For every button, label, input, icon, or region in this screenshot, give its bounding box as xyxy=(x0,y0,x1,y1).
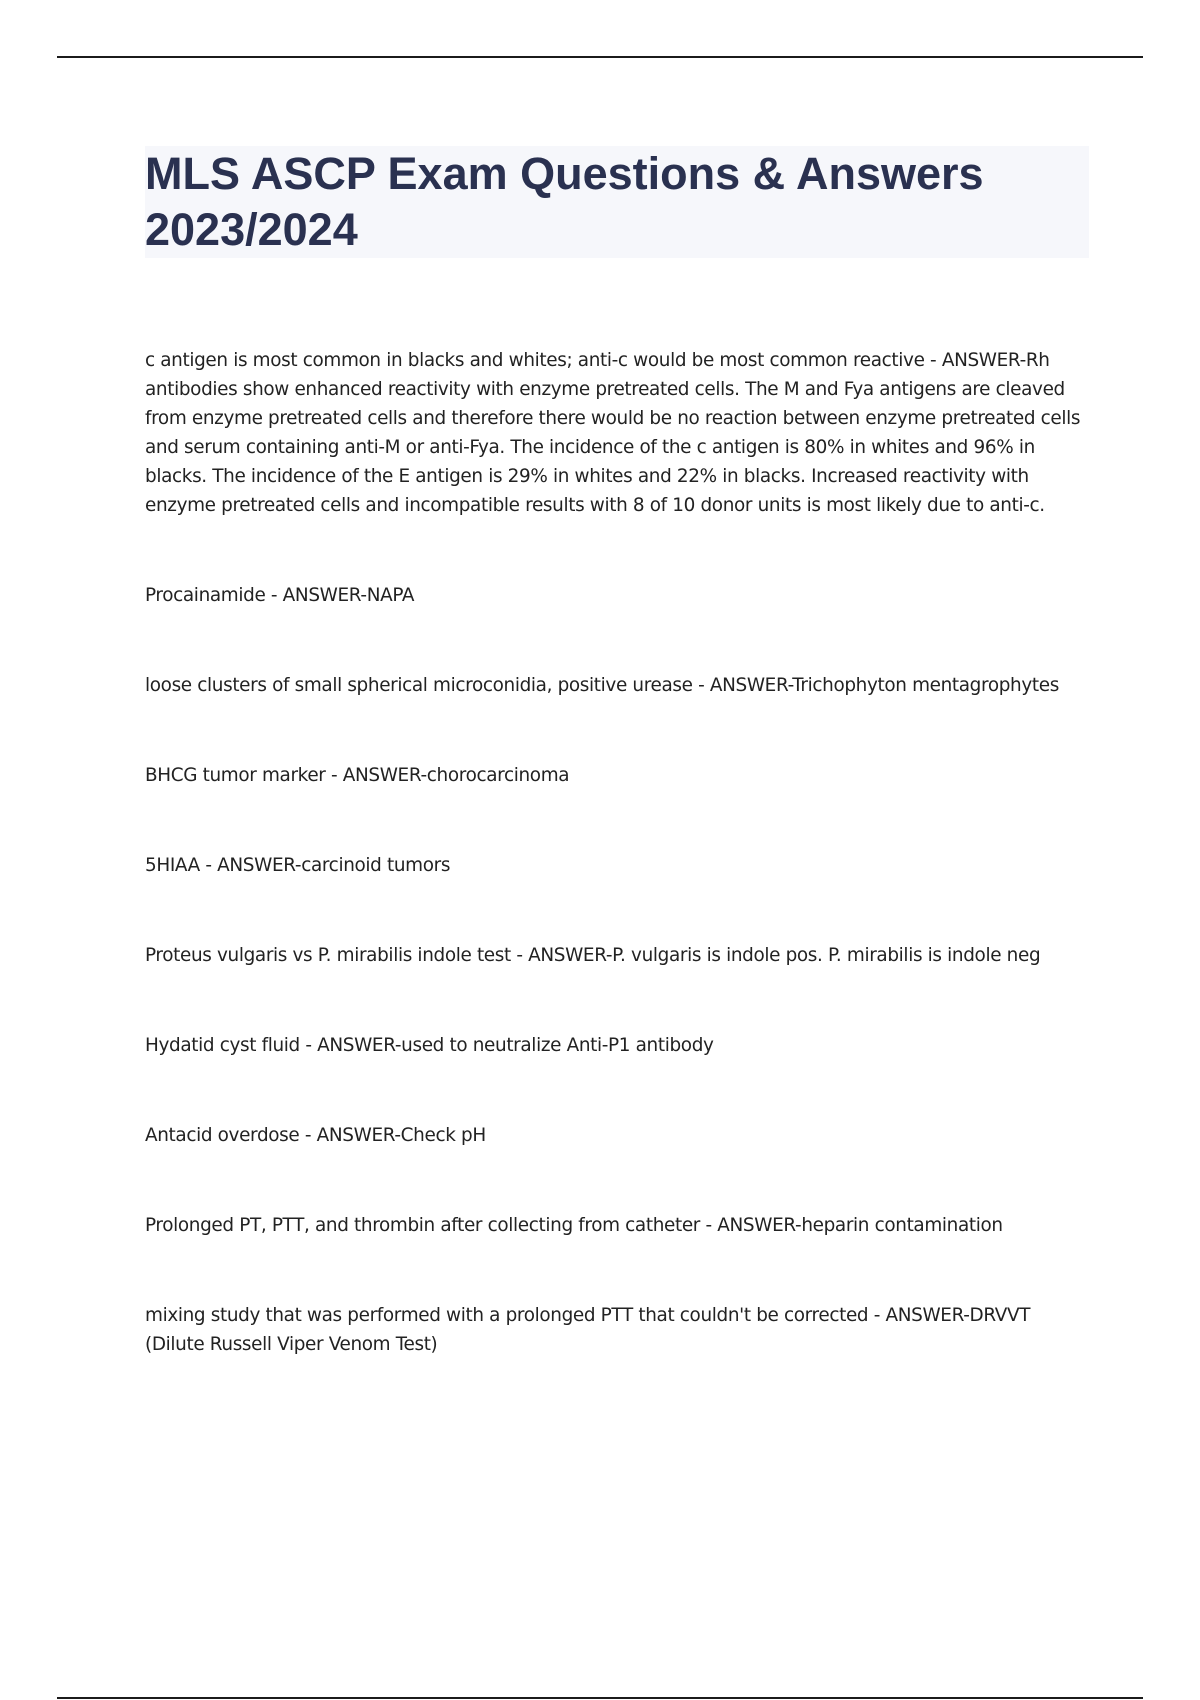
qa-entry-mixing-study: mixing study that was performed with a prolonged PTT that couldn't be corrected - ANSWER-DRVVT (Dilute Russell Viper Venom Test) xyxy=(145,1305,1031,1355)
bottom-rule xyxy=(57,1697,1143,1699)
qa-list xyxy=(145,346,1090,1359)
qa-entry-hydatid: Hydatid cyst fluid - ANSWER-used to neutralize Anti-P1 antibody xyxy=(145,1035,714,1056)
qa-entry-bhcg: BHCG tumor marker - ANSWER-chorocarcinoma xyxy=(145,765,570,786)
top-rule xyxy=(57,56,1143,58)
qa-entry-rh-antigen: c antigen is most common in blacks and whites; anti-c would be most common reactive - ANSWER-Rh antibodies show enhanced reactivity with enzyme pretreated cells. The M and Fya antigens are cleaved from enzyme pretreated cells and therefore there would be no reaction between enzyme pretreated cells and serum containing anti-M or anti-Fya. The incidence of the c antigen is 80% in whites and 96% in blacks. The incidence of the E antigen is 29% in whites and 22% in blacks. Increased reactivity with enzyme pretreated cells and incompatible results with 8 of 10 donor units is most likely due to anti-c. xyxy=(145,350,1081,516)
qa-entry-5hiaa: 5HIAA - ANSWER-carcinoid tumors xyxy=(145,855,451,876)
qa-entry-procainamide: Procainamide - ANSWER-NAPA xyxy=(145,585,415,606)
qa-entry-proteus: Proteus vulgaris vs P. mirabilis indole test - ANSWER-P. vulgaris is indole pos. P. mirabilis is indole neg xyxy=(145,945,1041,966)
qa-entry-antacid: Antacid overdose - ANSWER-Check pH xyxy=(145,1125,486,1146)
document-title: MLS ASCP Exam Questions & Answers 2023/2024 xyxy=(145,148,984,255)
title-block xyxy=(145,146,1089,258)
qa-entry-microconidia: loose clusters of small spherical microconidia, positive urease - ANSWER-Trichophyton mentagrophytes xyxy=(145,675,1059,696)
qa-entry-prolonged-pt: Prolonged PT, PTT, and thrombin after collecting from catheter - ANSWER-heparin contamination xyxy=(145,1215,1003,1236)
